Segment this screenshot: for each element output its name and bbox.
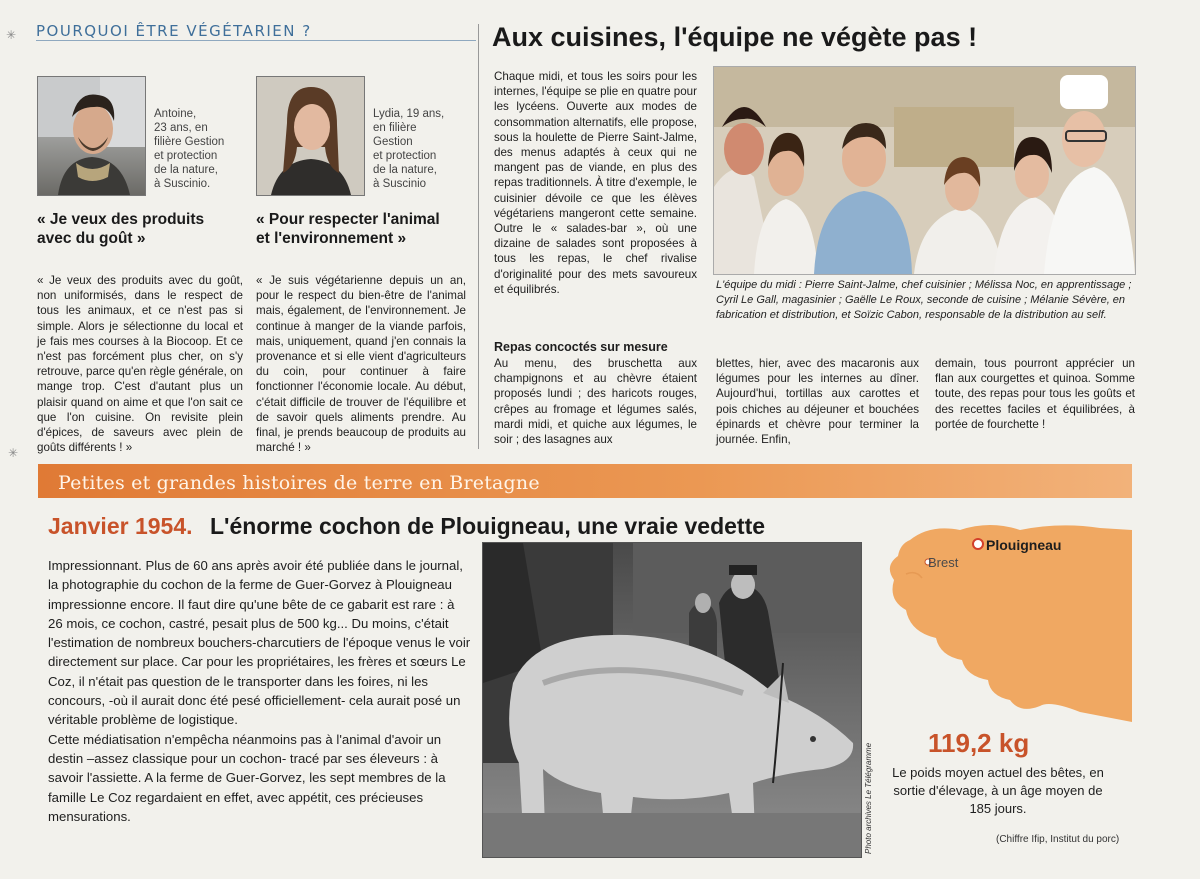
antoine-detail: à Suscinio. <box>154 178 211 190</box>
portrait-lydia <box>256 76 365 196</box>
map-label-brest: Brest <box>928 555 959 570</box>
lydia-detail: en filière <box>373 122 417 134</box>
kitchen-article-title: Aux cuisines, l'équipe ne végète pas ! <box>492 22 978 52</box>
antoine-detail: filière Gestion <box>154 136 225 148</box>
antoine-detail: de la nature, <box>154 164 218 176</box>
kitchen-article-col3: demain, tous pourront apprécier un flan aux courgettes et quinoa. Somme toute, des repas pour tous les goûts et des recettes faciles et équilibrées, à portée de fourchette ! <box>935 357 1135 431</box>
brittany-map <box>870 500 1132 722</box>
plouigneau-dot <box>973 539 983 549</box>
quote-title-line: « Pour respecter l'animal <box>256 211 440 228</box>
quote-body-antoine: « Je veux des produits avec du goût, non uniformisés, dans le respect de tous les animaux, et ce n'est pas si simple. Alors je sélectionne du local et je fais mes courses à la Biocoop. Et ce n'est pas forcément plus cher, on s'y retrouve, parce qu'en règle générale, on mange trop. C'est d'autant plus un plaisir quand on aime et que l'on sait ce que l'on cuisine. On revisite plein d'épices, de saveurs avec plein de goûts différents ! » <box>37 274 243 455</box>
stat-source: (Chiffre Ifip, Institut du porc) <box>996 834 1120 845</box>
lydia-detail: à Suscinio <box>373 178 427 190</box>
antoine-detail: 23 ans, en <box>154 122 208 134</box>
pig-photo <box>482 542 862 858</box>
portrait-antoine <box>37 76 146 196</box>
quote-title-line: avec du goût » <box>37 230 146 247</box>
kitchen-article-subhead: Repas concoctés sur mesure <box>494 340 668 354</box>
photo-credit: Photo archives Le Télégramme <box>864 742 873 854</box>
lydia-name: Lydia, 19 ans, <box>373 108 445 120</box>
quote-title-lydia <box>256 210 476 248</box>
section-title: POURQUOI ÊTRE VÉGÉTARIEN ? <box>36 22 312 40</box>
kitchen-article-col1: Au menu, des bruschetta aux champignons et au chèvre étaient proposés lundi ; des haricots rouges, crêpes au fromage et légumes salés, mardi midi, et quiche aux légumes, le soir ; des lasagnes aux <box>494 357 697 447</box>
column-divider <box>478 24 479 449</box>
quote-title-line: « Je veux des produits <box>37 211 205 228</box>
map-label-plouigneau: Plouigneau <box>986 537 1062 553</box>
history-banner-text: Petites et grandes histoires de terre en Bretagne <box>58 472 540 494</box>
lydia-detail: Gestion <box>373 136 413 148</box>
stat-value: 119,2 kg <box>928 728 1030 758</box>
history-body <box>48 556 472 826</box>
quote-body-lydia: « Je suis végétarienne depuis un an, pour le respect du bien-être de l'animal mais, également, de l'environnement. Je continue à manger de la viande parfois, mais, uniquement, quand j'en connais la provenance et si elle vient d'agriculteurs du coin, pour continuer à faire fonctionner l'économie locale. Au début, c'était difficile de trouver de l'équilibre et de savoir quels aliments prendre. Au final, je prends beaucoup de produits au marché ! » <box>256 274 466 455</box>
quote-title-antoine <box>37 210 237 248</box>
quote-title-line: et l'environnement » <box>256 230 407 247</box>
antoine-detail: et protection <box>154 150 218 162</box>
map-land <box>890 525 1132 722</box>
lydia-detail: de la nature, <box>373 164 437 176</box>
antoine-caption <box>154 107 224 191</box>
margin-mark-bottom: ✳ <box>8 446 19 460</box>
lydia-caption <box>373 107 444 191</box>
kitchen-team-photo <box>713 66 1136 275</box>
stat-text: Le poids moyen actuel des bêtes, en sortie d'élevage, à un âge moyen de 185 jours. <box>892 765 1104 816</box>
team-photo-caption: L'équipe du midi : Pierre Saint-Jalme, chef cuisinier ; Mélissa Noc, en apprentissage ; Cyril Le Gall, magasinier ; Gaëlle Le Roux, seconde de cuisine ; Mélanie Sévère, en fabrication et distribution, et Soïzic Cabon, responsable de la distribution au self. <box>716 279 1132 321</box>
section-rule <box>36 40 476 41</box>
history-date: Janvier 1954. <box>48 513 193 539</box>
history-title: L'énorme cochon de Plouigneau, une vraie vedette <box>210 513 766 539</box>
lydia-detail: et protection <box>373 150 437 162</box>
kitchen-article-col2: blettes, hier, avec des macaronis aux légumes pour les internes au dîner. Aujourd'hui, tortillas aux carottes et pois chiches au déjeuner et bouchées épinards et chèvre pour terminer la journée. Enfin, <box>716 357 919 447</box>
margin-mark-top: ✳ <box>6 28 17 42</box>
antoine-name: Antoine, <box>154 108 197 120</box>
history-paragraph: Impressionnant. Plus de 60 ans après avoir été publiée dans le journal, la photographie du cochon de la ferme de Guer-Gorvez à Plouigneau impressionne encore. Il faut dire qu'une bête de ce gabarit est rare : à 26 mois, ce cochon, castré, pesait plus de 500 kg... Du moins, c'était l'estimation de nombreux bouchers-charcutiers de l'époque venus le voir directement sur place. Car pour les propriétaires, les frères et sœurs Le Coz, il n'était pas question de le transporter dans les foires, ni les concours, -où il aurait donc été pesé officiellement- cela aurait posé un véritable problème de logistique. <box>48 558 471 728</box>
photo-credit-wrap <box>864 724 878 854</box>
history-paragraph: Cette médiatisation n'empêcha néanmoins pas à l'animal d'avoir un destin –assez classique pour un cochon- tracé par ses éleveurs : à savoir l'assiette. A la ferme de Guer-Gorvez, les sept membres de la famille Le Coz regardaient en effet, avec appétit, ces précieuses mensurations. <box>48 731 446 824</box>
kitchen-article-intro: Chaque midi, et tous les soirs pour les internes, l'équipe se plie en quatre pour les lycéens. Ouverte aux modes de consommation alternatifs, elle propose, sous la houlette de Pierre Saint-Jalme, des menus adaptés à ceux qui ne mangent pas de viande, en plus des repas traditionnels. À titre d'exemple, le cuisinier dévoile ce que les élèves végétariens mangeront cette semaine. Outre le « salades-bar », où une dizaine de salades sont proposées à tous les repas, le chef rivalise d'originalité pour des mets savoureux et équilibrés. <box>494 70 697 296</box>
